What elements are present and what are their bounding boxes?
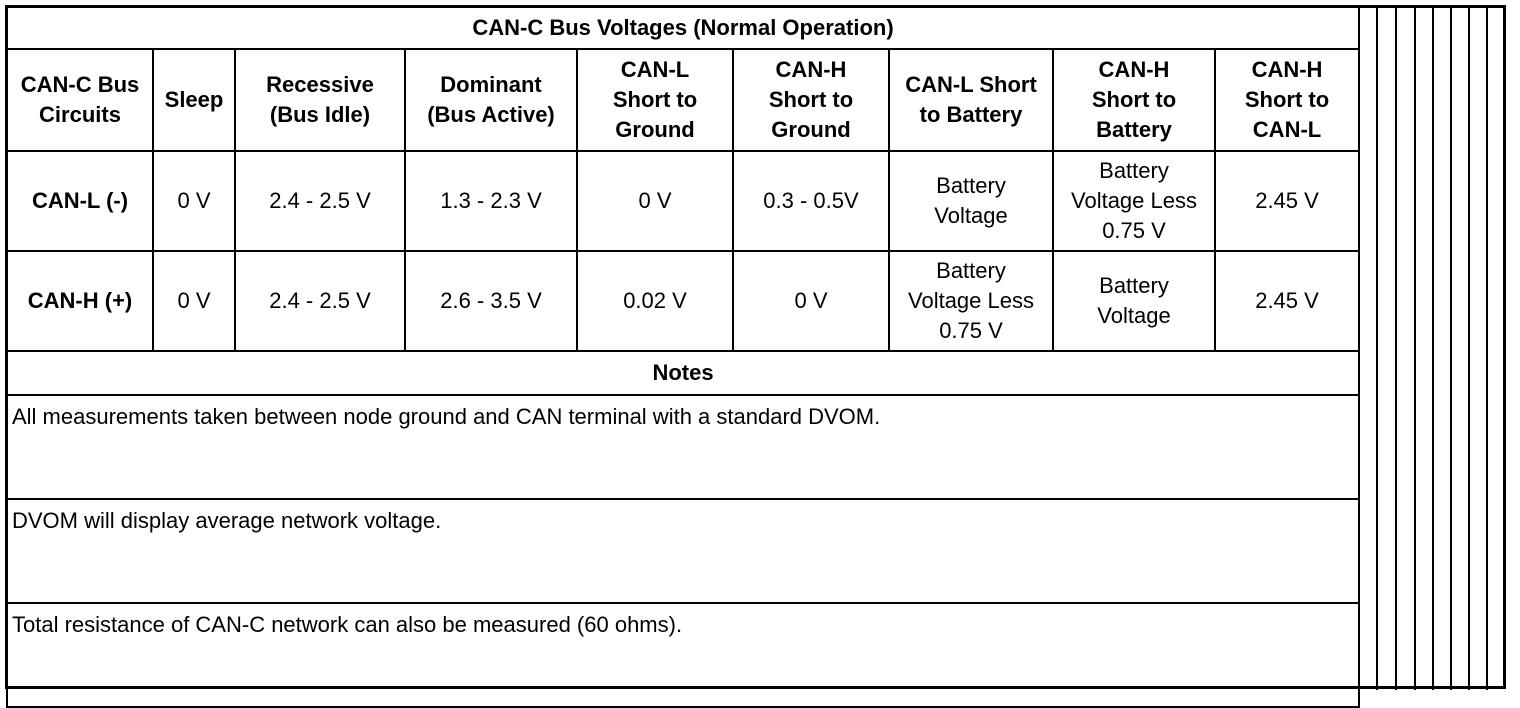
table-cell-line: 0.75 V [1102, 218, 1166, 243]
table-cell-line: Voltage [934, 203, 1008, 228]
column-header-line: Sleep [164, 87, 224, 112]
table-row-can-h [7, 251, 1359, 351]
column-header [889, 49, 1053, 151]
table-cell-line: 0 V [794, 288, 828, 313]
table-cell-line: 2.4 - 2.5 V [269, 288, 371, 313]
column-header [235, 49, 405, 151]
table-cell [153, 151, 235, 251]
table-cell [733, 151, 889, 251]
table-cell [889, 251, 1053, 351]
table-cell-line: Battery [1099, 158, 1169, 183]
table-cell-line: Voltage Less [908, 288, 1034, 313]
table-cell-line: 2.45 V [1255, 188, 1319, 213]
note-1: All measurements taken between node ground and CAN terminal with a standard DVOM. [7, 395, 1359, 499]
table-cell-line: 2.45 V [1255, 288, 1319, 313]
margin-line [1486, 6, 1488, 690]
table-cell [577, 251, 733, 351]
table-cell-line: 2.4 - 2.5 V [269, 188, 371, 213]
can-c-voltage-table [6, 6, 1360, 708]
table-cell [1215, 151, 1359, 251]
column-header-line: CAN-L [1252, 117, 1322, 142]
note-2: DVOM will display average network voltage. [7, 499, 1359, 603]
table-cell [235, 251, 405, 351]
table-cell [889, 151, 1053, 251]
column-header [405, 49, 577, 151]
column-header-line: Battery [1096, 117, 1172, 142]
column-header [153, 49, 235, 151]
column-header [577, 49, 733, 151]
column-header [1053, 49, 1215, 151]
note-3: Total resistance of CAN-C network can also be measured (60 ohms). [7, 603, 1359, 707]
column-header-line: Ground [771, 117, 851, 142]
column-header-line: to Battery [919, 102, 1023, 127]
table-cell-line: 0 V [638, 188, 672, 213]
column-header-line: Short to [1244, 87, 1330, 112]
column-header-line: CAN-H [775, 57, 847, 82]
table-cell-line: 1.3 - 2.3 V [440, 188, 542, 213]
column-header-line: CAN-L [620, 57, 690, 82]
margin-line [1468, 6, 1470, 690]
column-header [7, 49, 153, 151]
row-label: CAN-H (+) [7, 251, 153, 351]
table-cell-line: 0 V [177, 288, 211, 313]
column-header-line: Short to [612, 87, 698, 112]
table-cell [577, 151, 733, 251]
header-row [7, 49, 1359, 151]
column-header [1215, 49, 1359, 151]
table-cell [733, 251, 889, 351]
column-header-line: (Bus Idle) [269, 102, 371, 127]
table-cell [153, 251, 235, 351]
table-cell-line: 0.02 V [623, 288, 687, 313]
table-cell-line: Battery [936, 173, 1006, 198]
table-cell-line: 2.6 - 3.5 V [440, 288, 542, 313]
column-header [733, 49, 889, 151]
table-cell [1053, 151, 1215, 251]
table-cell [405, 151, 577, 251]
column-header-line: Dominant [440, 72, 542, 97]
column-header-line: CAN-C Bus [20, 72, 140, 97]
margin-line [1395, 6, 1397, 690]
column-header-line: CAN-H [1098, 57, 1170, 82]
column-header-line: Short to [1091, 87, 1177, 112]
notes-title: Notes [7, 351, 1359, 395]
column-header-line: (Bus Active) [427, 102, 555, 127]
table-cell [235, 151, 405, 251]
column-header-line: Short to [768, 87, 854, 112]
table-cell-line: Battery [936, 258, 1006, 283]
margin-line [1376, 6, 1378, 690]
column-header-line: CAN-H [1251, 57, 1323, 82]
column-header-line: CAN-L Short [905, 72, 1037, 97]
row-label: CAN-L (-) [7, 151, 153, 251]
margin-line [1414, 6, 1416, 690]
table-row-can-l [7, 151, 1359, 251]
table-cell-line: Voltage [1097, 303, 1171, 328]
table-cell-line: Battery [1099, 273, 1169, 298]
table-cell-line: 0.75 V [939, 318, 1003, 343]
column-header-line: Recessive [266, 72, 374, 97]
margin-line [1432, 6, 1434, 690]
table-cell [1053, 251, 1215, 351]
column-header-line: Circuits [39, 102, 121, 127]
table-cell-line: 0 V [177, 188, 211, 213]
column-header-line: Ground [615, 117, 695, 142]
table-cell [1215, 251, 1359, 351]
table-cell-line: 0.3 - 0.5V [763, 188, 859, 213]
table-cell-line: Voltage Less [1071, 188, 1197, 213]
table-cell [405, 251, 577, 351]
table-title: CAN-C Bus Voltages (Normal Operation) [7, 7, 1359, 49]
margin-line [1450, 6, 1452, 690]
